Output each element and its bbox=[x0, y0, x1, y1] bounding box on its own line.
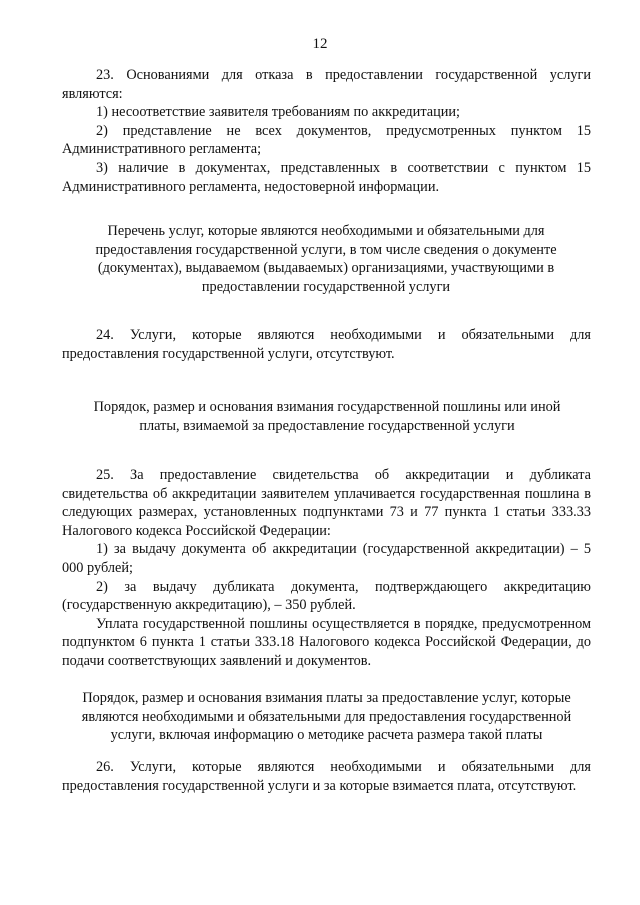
item-23-section bbox=[62, 66, 591, 196]
section-heading-fee-for-services bbox=[62, 689, 591, 745]
item-25-section bbox=[62, 466, 591, 671]
heading-1: Перечень услуг, которые являются необходимыми и обязательными для предоставления государственной услуги, в том числе сведения о документе (документах), выдаваемом (выдаваемых) организациями, участвующими в предоставлении государственной услуги bbox=[95, 223, 557, 295]
heading-3: Порядок, размер и основания взимания платы за предоставление услуг, которые являются необходимыми и обязательными для предоставления государственной услуги, включая информацию о методике расчета размера такой платы bbox=[81, 690, 572, 744]
item-24-section bbox=[62, 326, 591, 363]
item-25-payment: Уплата государственной пошлины осуществляется в порядке, предусмотренном подпунктом 6 пункта 1 статьи 333.18 Налогового кодекса Российской Федерации, до подачи соответствующих заявлений и документов. bbox=[62, 615, 591, 669]
item-25-point-2: 2) за выдачу дубликата документа, подтверждающего аккредитацию (государственную аккредитацию), – 350 рублей. bbox=[62, 578, 591, 614]
item-23-point-2: 2) представление не всех документов, предусмотренных пунктом 15 Административного регламента; bbox=[62, 122, 591, 158]
item-23-point-1: 1) несоответствие заявителя требованиям по аккредитации; bbox=[96, 104, 461, 121]
item-25-intro: 25. За предоставление свидетельства об аккредитации и дубликата свидетельства об аккредитации заявителем уплачивается государственная пошлина в следующих размерах, установленных подпунктами 73 и 77 пункта 1 статьи 333.33 Налогового кодекса Российской Федерации: bbox=[62, 467, 591, 539]
section-heading-services-list bbox=[80, 222, 572, 296]
page-number: 12 bbox=[312, 36, 328, 52]
item-26-section bbox=[62, 758, 591, 795]
section-heading-state-fee bbox=[72, 398, 582, 435]
item-25-point-1: 1) за выдачу документа об аккредитации (государственной аккредитации) – 5 000 рублей; bbox=[62, 541, 591, 576]
heading-2: Порядок, размер и основания взимания государственной пошлины или иной платы, взимаемой за предоставление государственной услуги bbox=[93, 399, 561, 434]
item-23-intro: 23. Основаниями для отказа в предоставлении государственной услуги являются: bbox=[62, 67, 591, 102]
item-26-text: 26. Услуги, которые являются необходимыми и обязательными для предоставления государственной услуги и за которые взимается плата, отсутствуют. bbox=[62, 759, 591, 794]
item-24-text: 24. Услуги, которые являются необходимыми и обязательными для предоставления государственной услуги, отсутствуют. bbox=[62, 327, 591, 362]
item-23-point-3: 3) наличие в документах, представленных в соответствии с пунктом 15 Административного регламента, недостоверной информации. bbox=[62, 159, 591, 195]
